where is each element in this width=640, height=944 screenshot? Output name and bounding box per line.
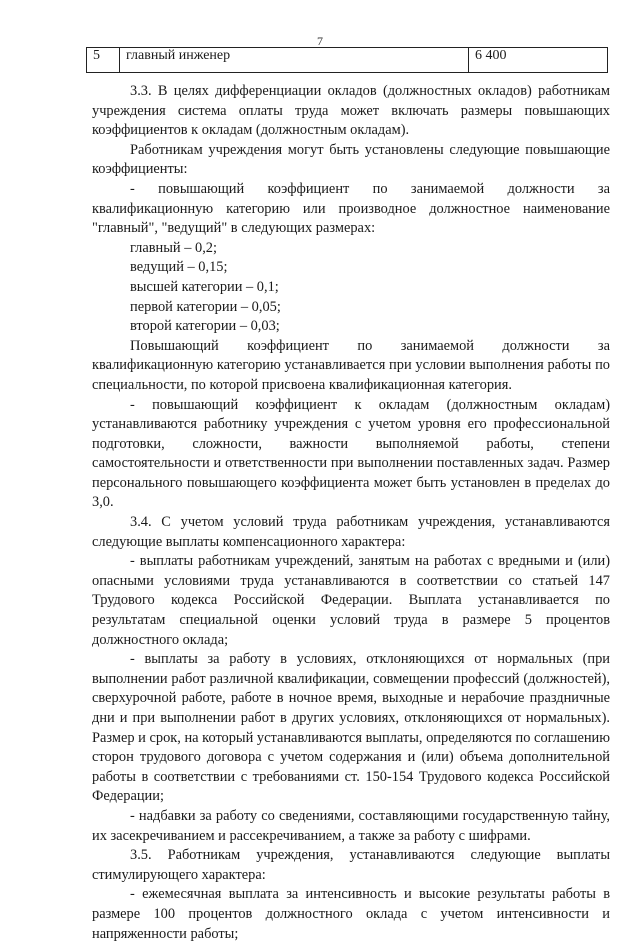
paragraph: - выплаты за работу в условиях, отклоняющихся от нормальных (при выполнении работ различной квалификации, совмещении профессий (должностей), сверхурочной работе, работе в ночное время, выходные и нерабочие праздничные дни и при выполнении работ в других условиях, отклоняющихся от нормальных). Размер и срок, на который устанавливаются выплаты, определяются по соглашению сторон трудового договора с учетом содержания и (или) объема дополнительной работы в соответствии с требованиями ст. 150-154 Трудового кодекса Российской Федерации;	[92, 651, 610, 805]
paragraph: - повышающий коэффициент к окладам (должностным окладам) устанавливаются работнику учреждения с учетом уровня его профессиональной подготовки, сложности, важности выполняемой работы, степени самостоятельности и ответственности при выполнении поставленных задач. Размер персонального повышающего коэффициента может быть установлен в пределах до 3,0.	[92, 396, 610, 511]
list-item: первой категории – 0,05;	[130, 298, 281, 315]
paragraph: 3.4. С учетом условий труда работникам учреждения, устанавливаются следующие выплаты компенсационного характера:	[92, 514, 610, 550]
table-row	[87, 48, 608, 73]
list-item: высшей категории – 0,1;	[130, 278, 279, 295]
table-cell-number: 5	[87, 48, 120, 73]
paragraph: 3.5. Работникам учреждения, устанавливаются следующие выплаты стимулирующего характера:	[92, 847, 610, 883]
paragraph: 3.3. В целях дифференциации окладов (должностных окладов) работникам учреждения система оплаты труда может включать размеры повышающих коэффициентов к окладам (должностным окладам).	[92, 83, 610, 139]
list-item: второй категории – 0,03;	[130, 318, 280, 335]
list-item: ведущий – 0,15;	[130, 259, 228, 276]
paragraph: - повышающий коэффициент по занимаемой должности за квалификационную категорию или производное должностное наименование "главный", "ведущий" в следующих размерах:	[92, 180, 610, 237]
page-number: 7	[317, 34, 323, 48]
table-cell-title: главный инженер	[120, 48, 469, 73]
document-body	[92, 82, 610, 944]
table-cell-value: 6 400	[469, 48, 608, 73]
paragraph: Повышающий коэффициент по занимаемой должности за квалификационную категорию устанавливается при условии выполнения работы по специальности, по которой присвоена квалификационная категория.	[92, 337, 610, 393]
salary-table	[86, 47, 608, 73]
paragraph: - выплаты работникам учреждений, занятым на работах с вредными и (или) опасными условиями труда устанавливаются в соответствии со статьей 147 Трудового кодекса Российской Федерации. Выплата устанавливается по результатам специальной оценки условий труда в размере 5 процентов должностного оклада;	[92, 553, 610, 648]
paragraph: - ежемесячная выплата за интенсивность и высокие результаты работы в размере 100 процентов должностного оклада с учетом интенсивности и напряженности работы;	[92, 886, 610, 942]
paragraph: - надбавки за работу со сведениями, составляющими государственную тайну, их засекречиванием и рассекречиванием, а также за работу с шифрами.	[92, 807, 610, 844]
paragraph: Работникам учреждения могут быть установлены следующие повышающие коэффициенты:	[92, 141, 610, 178]
list-item: главный – 0,2;	[130, 239, 217, 256]
